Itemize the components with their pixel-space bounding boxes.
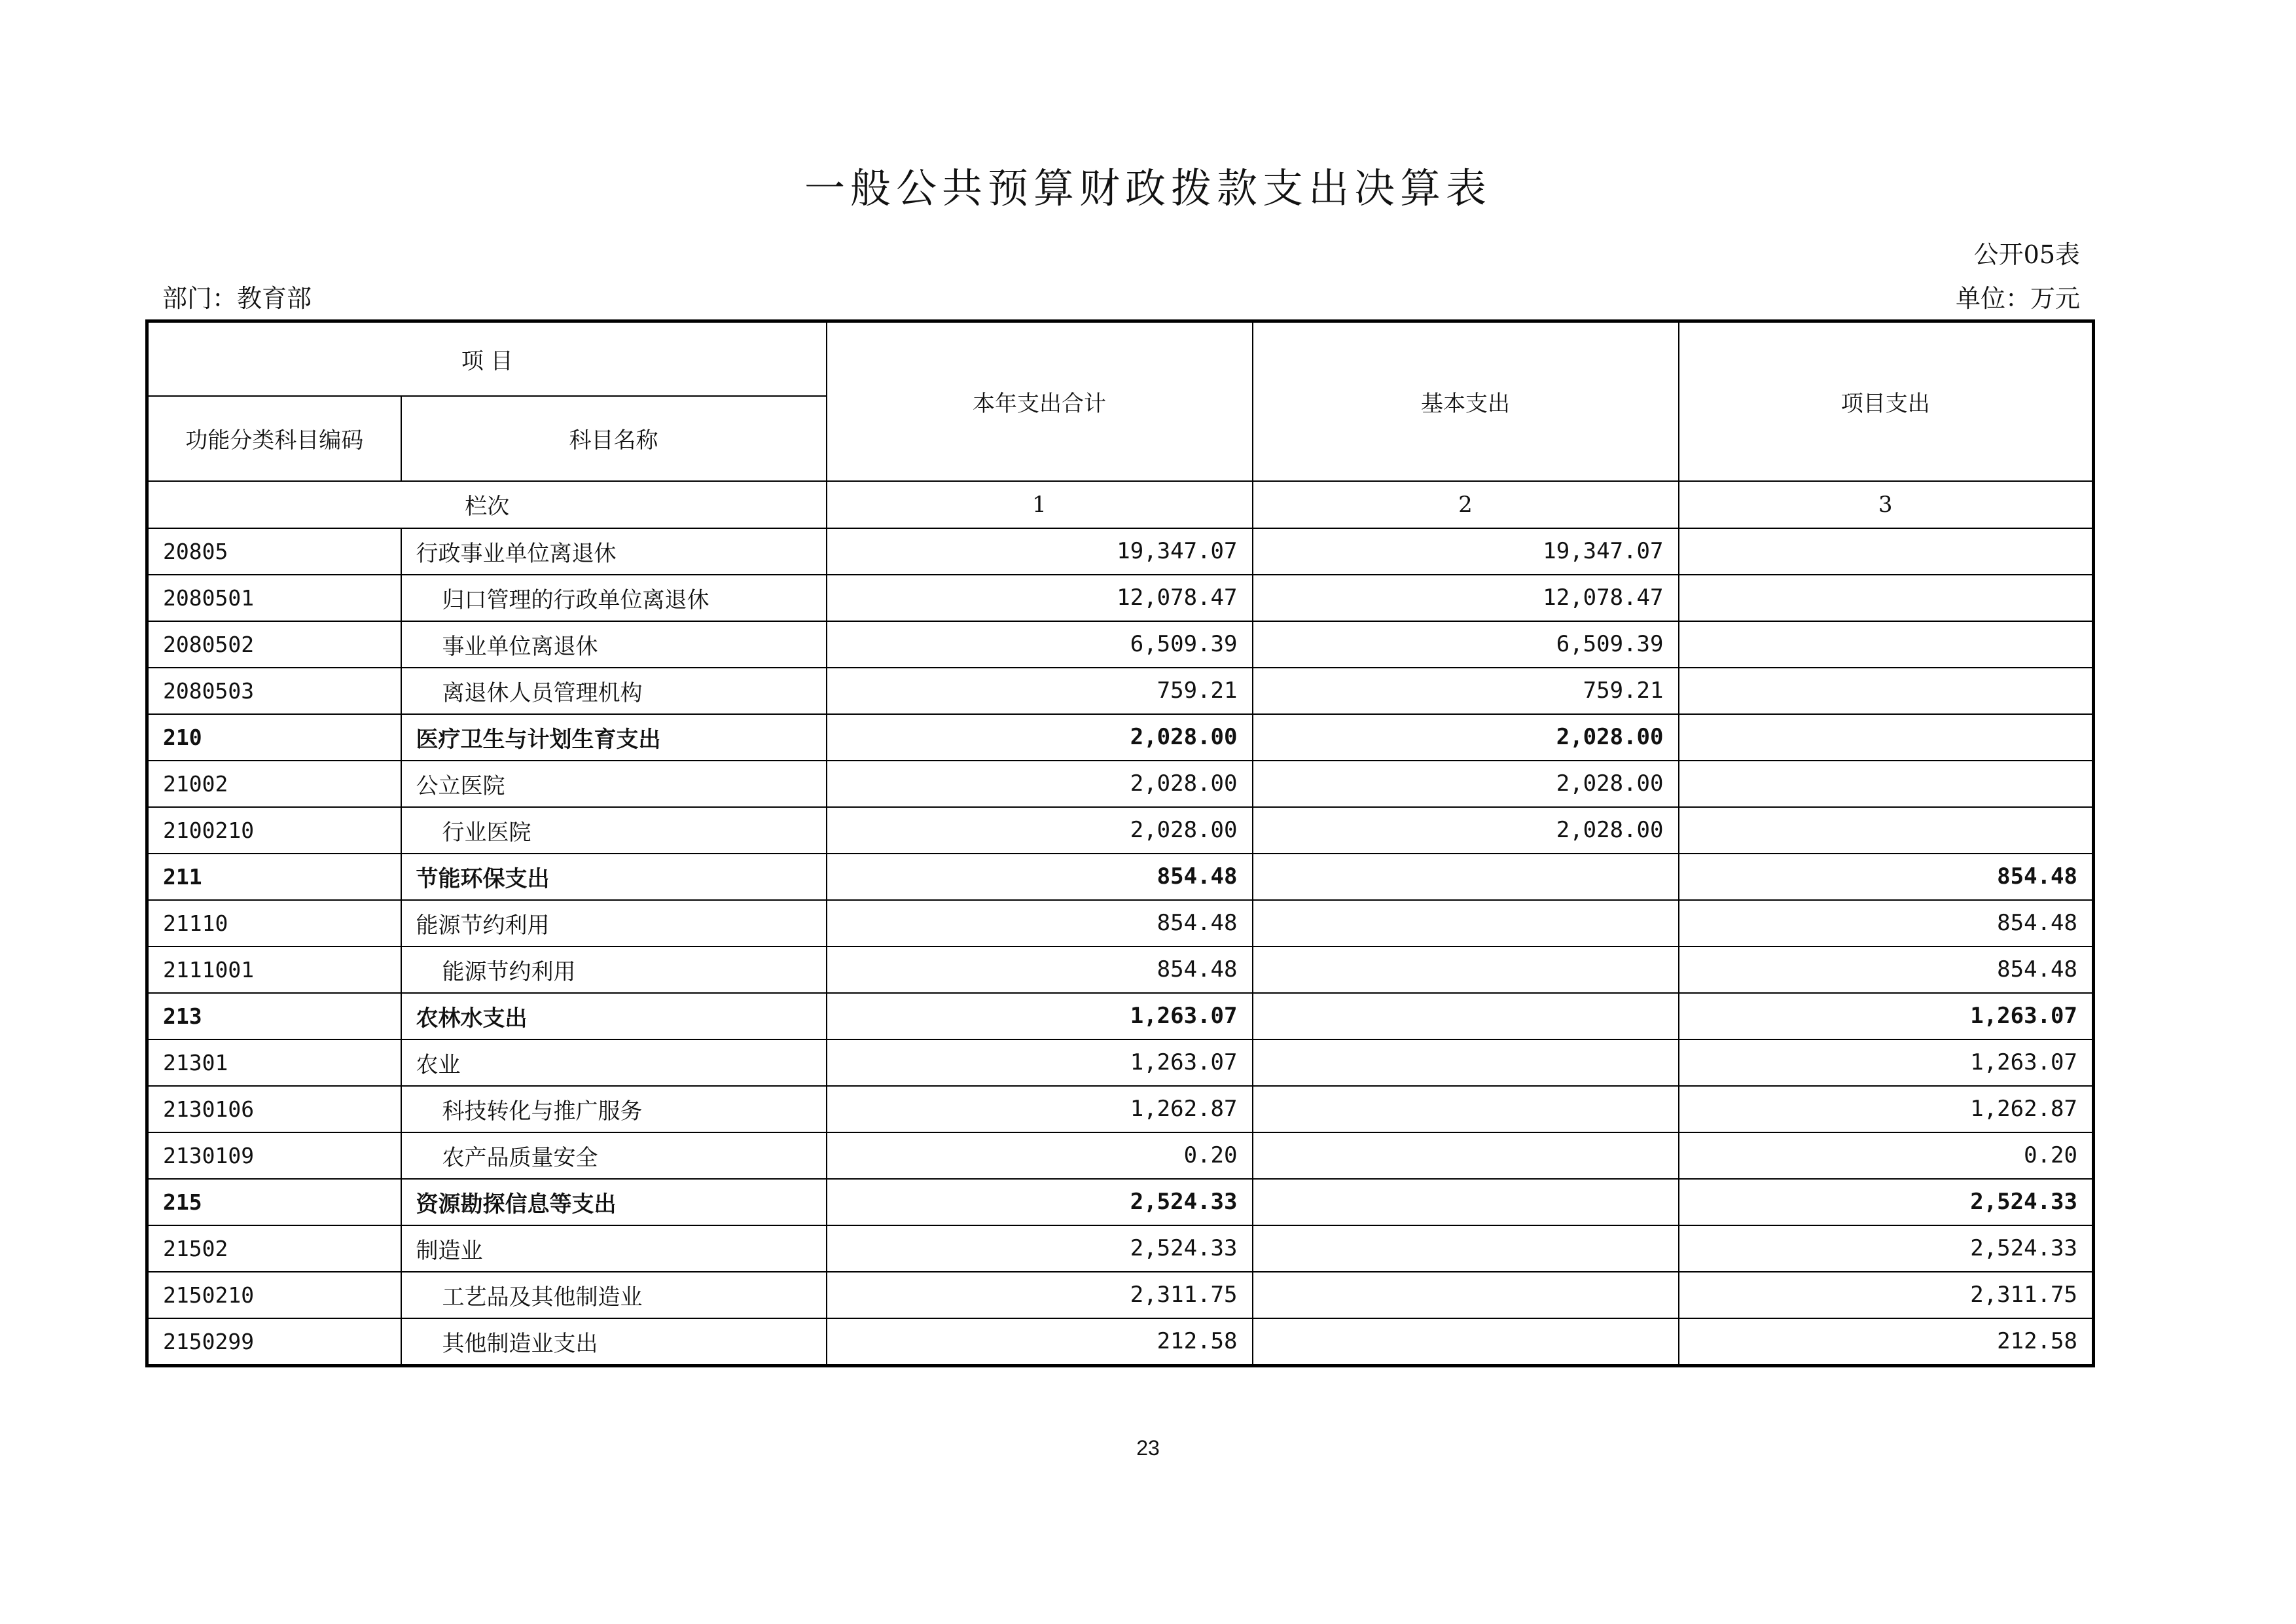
cell-basic	[1253, 900, 1679, 947]
cell-total: 0.20	[827, 1132, 1253, 1179]
table-row	[147, 1179, 2094, 1225]
form-number: 公开05表	[1973, 240, 2080, 269]
table-row	[147, 1272, 2094, 1318]
header-basic: 基本支出	[1253, 321, 1679, 481]
table-row	[147, 528, 2094, 575]
cell-basic: 759.21	[1253, 668, 1679, 714]
cell-project: 2,524.33	[1679, 1225, 2094, 1272]
table-body	[147, 528, 2094, 1366]
cell-code: 2111001	[147, 947, 401, 993]
cell-project: 2,311.75	[1679, 1272, 2094, 1318]
cell-name: 归口管理的行政单位离退休	[401, 575, 827, 621]
budget-table	[145, 319, 2095, 1367]
cell-name: 行政事业单位离退休	[401, 528, 827, 575]
header-name: 科目名称	[401, 396, 827, 481]
header-col3: 3	[1679, 481, 2094, 528]
cell-total: 6,509.39	[827, 621, 1253, 668]
cell-basic	[1253, 1132, 1679, 1179]
header-col2: 2	[1253, 481, 1679, 528]
table-row	[147, 668, 2094, 714]
cell-project: 854.48	[1679, 947, 2094, 993]
cell-code: 21502	[147, 1225, 401, 1272]
cell-name: 医疗卫生与计划生育支出	[401, 714, 827, 761]
cell-basic	[1253, 947, 1679, 993]
cell-name: 农产品质量安全	[401, 1132, 827, 1179]
cell-total: 212.58	[827, 1318, 1253, 1366]
cell-code: 2080503	[147, 668, 401, 714]
cell-code: 215	[147, 1179, 401, 1225]
cell-name: 节能环保支出	[401, 854, 827, 900]
cell-project	[1679, 575, 2094, 621]
header-item: 项 目	[147, 321, 827, 396]
cell-basic: 12,078.47	[1253, 575, 1679, 621]
cell-total: 854.48	[827, 854, 1253, 900]
cell-total: 12,078.47	[827, 575, 1253, 621]
cell-project	[1679, 714, 2094, 761]
cell-project: 1,262.87	[1679, 1086, 2094, 1132]
cell-total: 2,028.00	[827, 761, 1253, 807]
cell-total: 854.48	[827, 900, 1253, 947]
cell-code: 21110	[147, 900, 401, 947]
table-row	[147, 947, 2094, 993]
header-total: 本年支出合计	[827, 321, 1253, 481]
cell-total: 19,347.07	[827, 528, 1253, 575]
cell-total: 1,263.07	[827, 1039, 1253, 1086]
cell-code: 2130106	[147, 1086, 401, 1132]
header-project: 项目支出	[1679, 321, 2094, 481]
table-row	[147, 900, 2094, 947]
cell-project: 2,524.33	[1679, 1179, 2094, 1225]
cell-name: 制造业	[401, 1225, 827, 1272]
cell-code: 2080502	[147, 621, 401, 668]
cell-total: 854.48	[827, 947, 1253, 993]
table-row	[147, 1039, 2094, 1086]
cell-total: 2,524.33	[827, 1179, 1253, 1225]
table-row	[147, 714, 2094, 761]
table-row	[147, 1086, 2094, 1132]
cell-code: 2080501	[147, 575, 401, 621]
cell-code: 213	[147, 993, 401, 1039]
cell-basic	[1253, 1225, 1679, 1272]
cell-code: 20805	[147, 528, 401, 575]
cell-name: 行业医院	[401, 807, 827, 854]
cell-total: 2,524.33	[827, 1225, 1253, 1272]
cell-name: 资源勘探信息等支出	[401, 1179, 827, 1225]
cell-basic: 19,347.07	[1253, 528, 1679, 575]
cell-name: 农林水支出	[401, 993, 827, 1039]
table-row	[147, 807, 2094, 854]
cell-basic	[1253, 1086, 1679, 1132]
cell-code: 2150210	[147, 1272, 401, 1318]
cell-project	[1679, 807, 2094, 854]
unit-label: 单位：万元	[1955, 284, 2080, 313]
cell-total: 2,028.00	[827, 714, 1253, 761]
cell-basic	[1253, 1272, 1679, 1318]
cell-total: 2,311.75	[827, 1272, 1253, 1318]
cell-project: 1,263.07	[1679, 1039, 2094, 1086]
header-col-index: 栏次	[147, 481, 827, 528]
cell-code: 211	[147, 854, 401, 900]
cell-project	[1679, 668, 2094, 714]
cell-total: 759.21	[827, 668, 1253, 714]
cell-project	[1679, 761, 2094, 807]
cell-project: 212.58	[1679, 1318, 2094, 1366]
table-row	[147, 1225, 2094, 1272]
cell-basic: 6,509.39	[1253, 621, 1679, 668]
table-row	[147, 575, 2094, 621]
cell-name: 公立医院	[401, 761, 827, 807]
cell-basic	[1253, 993, 1679, 1039]
cell-name: 农业	[401, 1039, 827, 1086]
cell-project: 1,263.07	[1679, 993, 2094, 1039]
table-row	[147, 993, 2094, 1039]
cell-basic: 2,028.00	[1253, 761, 1679, 807]
cell-total: 1,262.87	[827, 1086, 1253, 1132]
cell-basic	[1253, 1039, 1679, 1086]
cell-project	[1679, 528, 2094, 575]
cell-basic	[1253, 854, 1679, 900]
cell-name: 工艺品及其他制造业	[401, 1272, 827, 1318]
cell-project: 0.20	[1679, 1132, 2094, 1179]
table-row	[147, 1132, 2094, 1179]
cell-project: 854.48	[1679, 900, 2094, 947]
cell-name: 科技转化与推广服务	[401, 1086, 827, 1132]
cell-name: 能源节约利用	[401, 947, 827, 993]
cell-code: 2100210	[147, 807, 401, 854]
cell-code: 21002	[147, 761, 401, 807]
cell-name: 其他制造业支出	[401, 1318, 827, 1366]
cell-total: 1,263.07	[827, 993, 1253, 1039]
table-row	[147, 854, 2094, 900]
cell-code: 2150299	[147, 1318, 401, 1366]
table-row	[147, 1318, 2094, 1366]
header-col1: 1	[827, 481, 1253, 528]
cell-basic	[1253, 1179, 1679, 1225]
cell-code: 21301	[147, 1039, 401, 1086]
cell-name: 事业单位离退休	[401, 621, 827, 668]
department-label: 部门：教育部	[162, 284, 312, 313]
page-title: 一般公共预算财政拨款支出决算表	[804, 164, 1492, 212]
page-number: 23	[1136, 1436, 1160, 1460]
cell-project: 854.48	[1679, 854, 2094, 900]
cell-code: 2130109	[147, 1132, 401, 1179]
header-code: 功能分类科目编码	[147, 396, 401, 481]
cell-name: 离退休人员管理机构	[401, 668, 827, 714]
cell-basic: 2,028.00	[1253, 807, 1679, 854]
cell-basic	[1253, 1318, 1679, 1366]
table-row	[147, 761, 2094, 807]
cell-code: 210	[147, 714, 401, 761]
cell-total: 2,028.00	[827, 807, 1253, 854]
cell-name: 能源节约利用	[401, 900, 827, 947]
cell-basic: 2,028.00	[1253, 714, 1679, 761]
table-row	[147, 621, 2094, 668]
cell-project	[1679, 621, 2094, 668]
